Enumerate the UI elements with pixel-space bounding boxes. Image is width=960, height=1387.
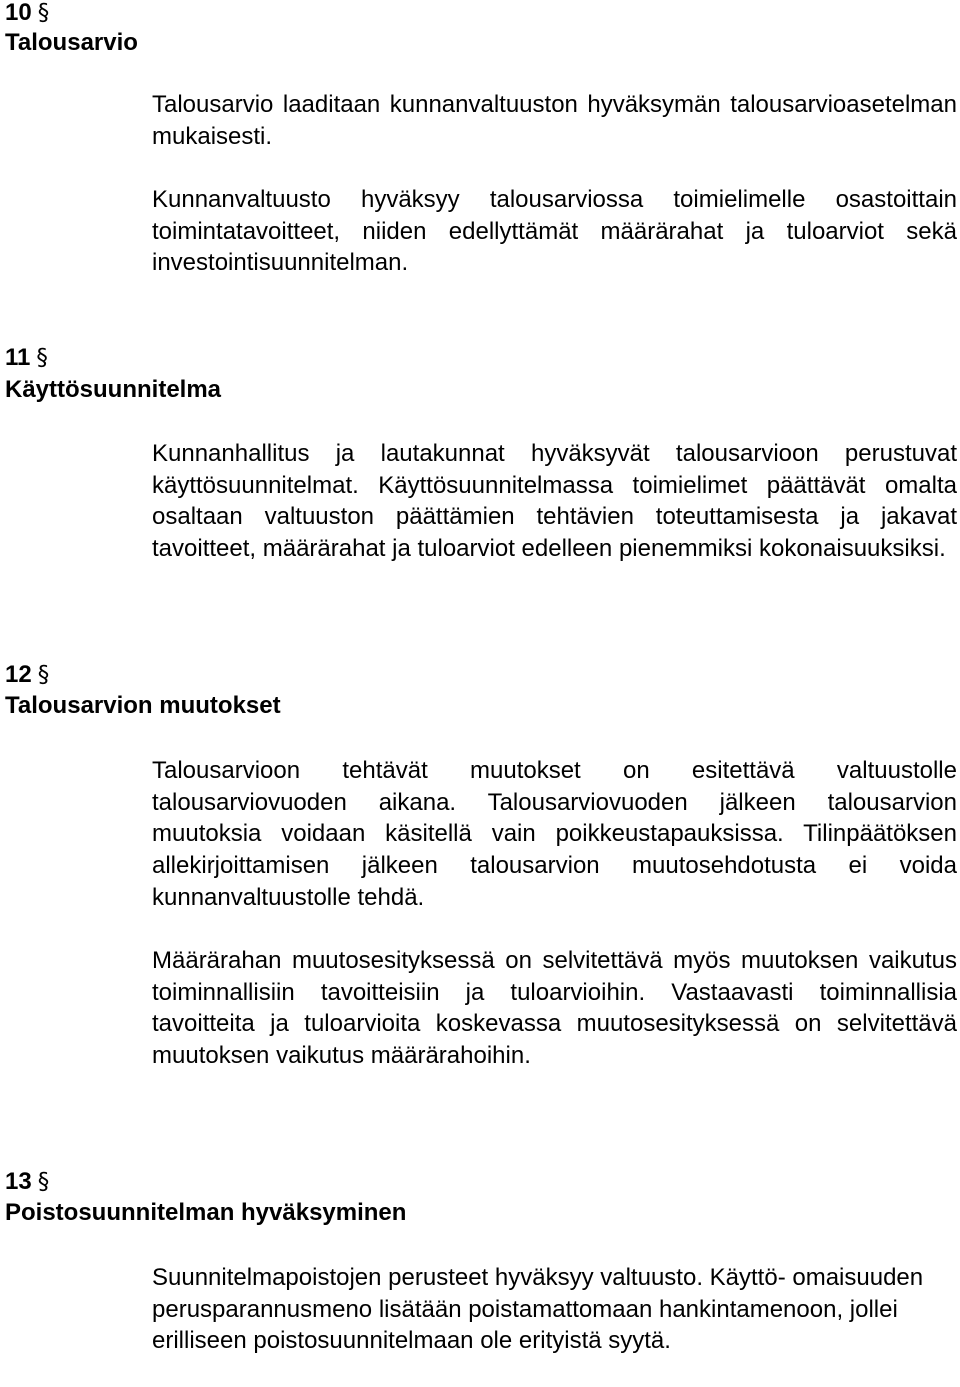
- section-sign: §: [37, 0, 50, 26]
- section-sign: §: [37, 662, 50, 688]
- section-number: [5, 0, 49, 29]
- section-number-text: 11: [5, 344, 31, 371]
- section-number-text: 13: [5, 1168, 32, 1195]
- section-sign: §: [36, 345, 48, 371]
- section-paragraph: Talousarvioon tehtävät muutokset on esitettävä valtuustolle talousarviovuoden aikana. Talousarviovuoden jälkeen talousarvion muutoksia voidaan käsitellä vain poikkeustapauksissa. Tilinpäätöksen allekirjoittamisen jälkeen talousarvion muutosehdotusta ei voida kunnanvaltuustolle tehdä.: [152, 757, 957, 911]
- section-sign: §: [37, 1169, 50, 1195]
- section-number: [5, 659, 49, 691]
- section-paragraph: Kunnanvaltuusto hyväksyy talousarviossa toimielimelle osastoittain toimintatavoitteet, niiden edellyttämät määrärahat ja tuloarviot sekä investointisuunnitelman.: [152, 186, 957, 277]
- section-paragraph: Suunnitelmapoistojen perusteet hyväksyy valtuusto. Käyttö- omaisuuden perusparannusmeno lisätään poistamattomaan hankintamenoon, jollei erilliseen poistosuunnitelmaan ole erityistä syytä.: [152, 1264, 924, 1355]
- section-paragraph: Kunnanhallitus ja lautakunnat hyväksyvät talousarvioon perustuvat käyttösuunnitelmat. Käyttösuunnitelmassa toimielimet päättävät omalta osaltaan valtuuston päättämien tehtävien toteuttamisesta ja jakavat tavoitteet, määrärahat ja tuloarviot edelleen pienemmiksi kokonaisuuksiksi.: [152, 440, 957, 563]
- section-title: Talousarvio: [5, 29, 138, 56]
- section-paragraph: Määrärahan muutosesityksessä on selvitettävä myös muutoksen vaikutus toiminnallisiin tavoitteisiin ja tuloarvioihin. Vastaavasti toiminnallisia tavoitteita ja tuloarvioita koskevassa muutosesityksessä on selvitettävä muutoksen vaikutus määrärahoihin.: [152, 947, 957, 1070]
- section-number-text: 12: [5, 661, 32, 688]
- section-title: Talousarvion muutokset: [5, 692, 281, 719]
- section-number: [5, 1166, 49, 1198]
- section-title: Poistosuunnitelman hyväksyminen: [5, 1199, 407, 1226]
- section-number: [5, 342, 48, 374]
- section-paragraph: Talousarvio laaditaan kunnanvaltuuston hyväksymän talousarvioasetelman mukaisesti.: [152, 91, 957, 150]
- section-number-text: 10: [5, 0, 32, 26]
- section-title: Käyttösuunnitelma: [5, 376, 222, 403]
